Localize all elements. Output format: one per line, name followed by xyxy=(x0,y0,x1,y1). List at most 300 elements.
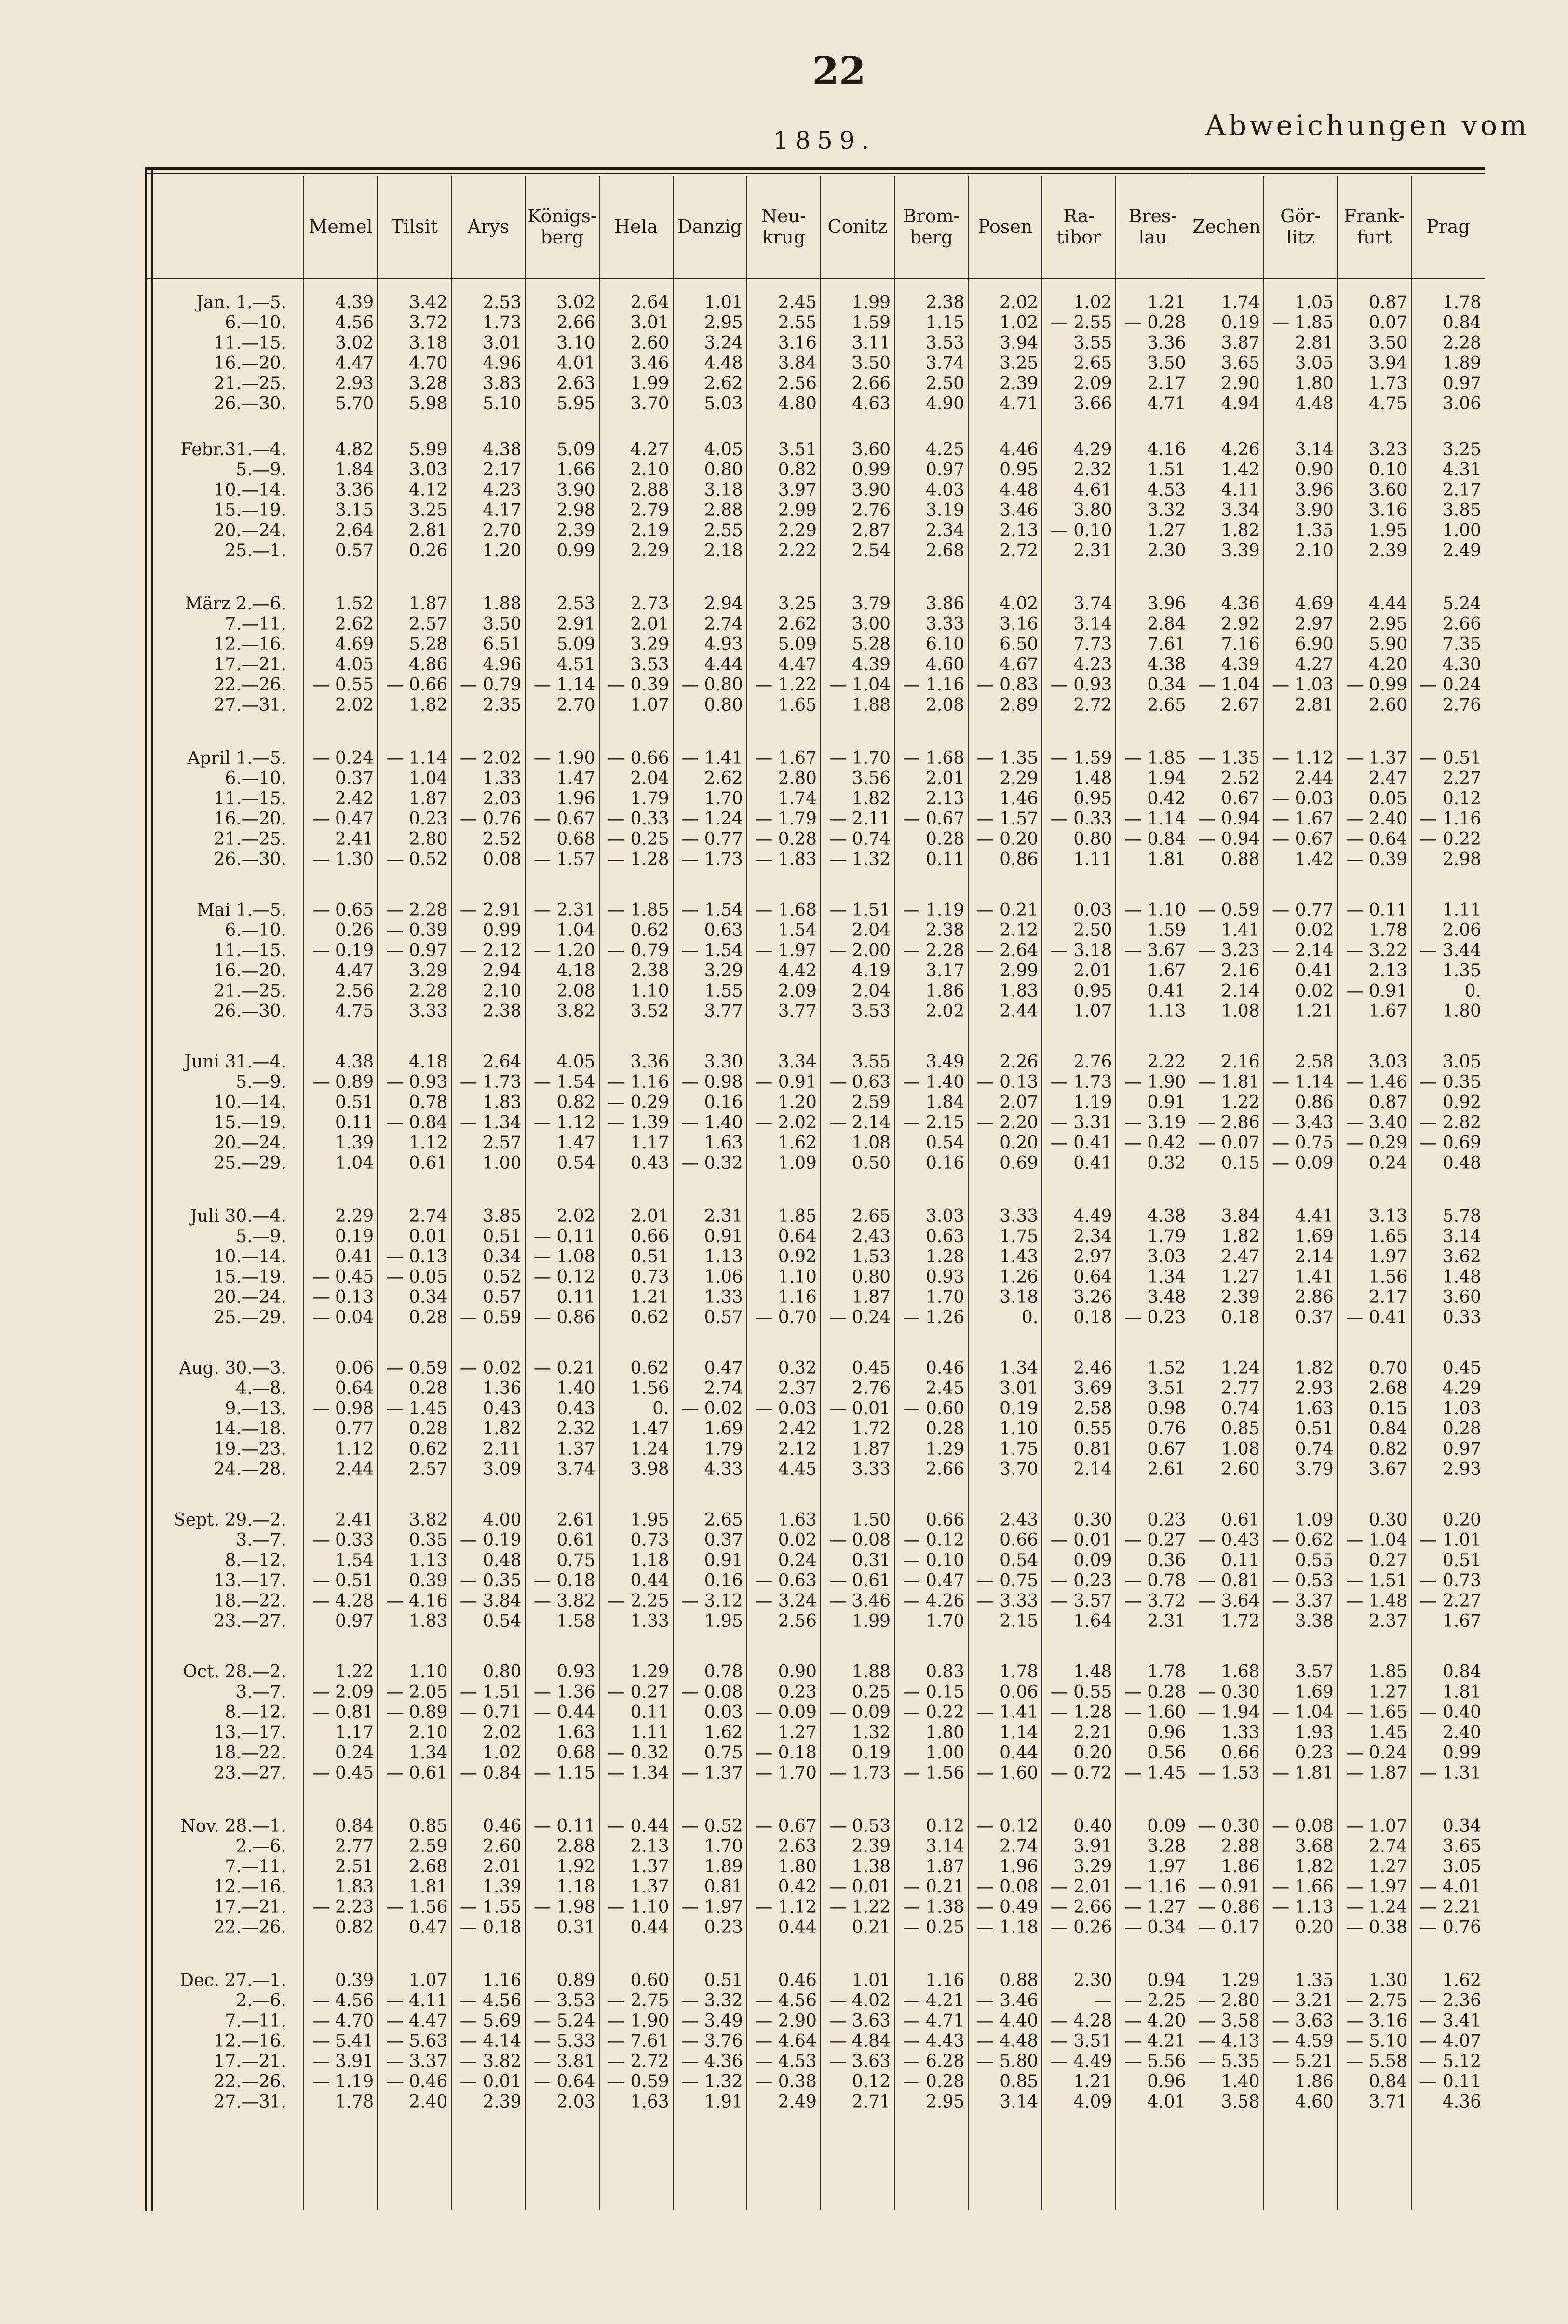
data-cell: — 1.40 xyxy=(681,1113,743,1133)
data-cell: — 1.14 xyxy=(533,675,595,695)
data-cell: 2.03 xyxy=(483,789,522,809)
data-cell: — 1.36 xyxy=(533,1682,595,1702)
data-cell: 2.70 xyxy=(483,521,522,540)
data-cell: — 1.85 xyxy=(1272,313,1334,333)
data-cell: — 2.36 xyxy=(1419,1991,1481,2011)
data-cell: — 0.12 xyxy=(533,1267,595,1287)
row-label: 13.—17. xyxy=(214,1723,286,1743)
data-cell: — 2.91 xyxy=(460,900,522,920)
data-cell: 1.82 xyxy=(1295,1358,1334,1378)
data-cell: 2.03 xyxy=(556,2092,595,2112)
data-cell: — 0.46 xyxy=(386,2072,448,2092)
data-cell: — 2.12 xyxy=(460,941,522,960)
data-cell: 1.21 xyxy=(1147,293,1186,312)
data-cell: 2.61 xyxy=(556,1510,595,1530)
data-cell: — 0.63 xyxy=(755,1571,817,1591)
data-cell: 3.55 xyxy=(1073,333,1112,353)
data-cell: — 4.70 xyxy=(312,2011,374,2031)
data-cell: — 0.91 xyxy=(755,1072,817,1092)
data-cell: 0.97 xyxy=(1442,1439,1481,1459)
data-cell: 1.20 xyxy=(778,1093,817,1112)
data-cell: 4.80 xyxy=(778,394,817,414)
data-cell: 1.52 xyxy=(1147,1358,1186,1378)
data-cell: 0.31 xyxy=(852,1551,891,1570)
data-cell: — 4.40 xyxy=(976,2011,1039,2031)
data-cell: 2.93 xyxy=(1295,1378,1334,1398)
data-cell: 0.82 xyxy=(335,1918,374,1937)
data-cell: 0.74 xyxy=(1295,1439,1334,1459)
data-cell: — 1.45 xyxy=(386,1399,448,1419)
data-cell: 1.78 xyxy=(1000,1662,1039,1682)
data-cell: — 0.08 xyxy=(976,1877,1039,1897)
data-cell: — 0.30 xyxy=(1198,1816,1260,1836)
data-cell: 1.34 xyxy=(409,1743,448,1763)
data-cell: 7.16 xyxy=(1221,635,1260,654)
data-cell: 0.66 xyxy=(925,1510,965,1530)
data-cell: 2.94 xyxy=(704,594,743,614)
data-cell: — 4.11 xyxy=(386,1991,448,2011)
data-cell: — 4.56 xyxy=(460,1991,522,2011)
data-cell: 2.17 xyxy=(1147,374,1186,393)
data-cell: 0.18 xyxy=(1221,1308,1260,1327)
data-cell: 3.29 xyxy=(704,961,743,981)
data-cell: — 0.55 xyxy=(312,675,374,695)
data-cell: — 0.08 xyxy=(681,1682,743,1702)
data-cell: 3.60 xyxy=(852,440,891,459)
data-cell: — 1.14 xyxy=(1272,1072,1334,1092)
data-cell: 2.07 xyxy=(1000,1093,1039,1112)
data-cell: 0.87 xyxy=(1368,1093,1407,1112)
data-cell: 0.99 xyxy=(556,541,595,561)
data-cell: 0.84 xyxy=(1368,2072,1407,2092)
data-cell: 0.88 xyxy=(1221,850,1260,869)
data-cell: 1.69 xyxy=(1295,1682,1334,1702)
data-cell: 2.09 xyxy=(778,981,817,1001)
data-cell: — 3.37 xyxy=(386,2052,448,2071)
data-cell: — 1.28 xyxy=(1050,1702,1112,1722)
data-cell: 1.97 xyxy=(1147,1857,1186,1877)
data-cell: — 0.24 xyxy=(312,748,374,768)
data-cell: 1.83 xyxy=(1000,981,1039,1001)
data-cell: 4.31 xyxy=(1442,460,1481,480)
data-cell: 4.00 xyxy=(483,1510,522,1530)
column-header: Brom- berg xyxy=(903,205,960,248)
data-cell: 2.74 xyxy=(704,614,743,634)
data-cell: 1.30 xyxy=(1368,1971,1407,1990)
data-cell: — 4.21 xyxy=(1124,2031,1186,2051)
data-cell: 2.62 xyxy=(704,374,743,393)
data-cell: — 0.73 xyxy=(1419,1571,1481,1591)
data-cell: 0.54 xyxy=(1000,1551,1039,1570)
data-cell: 1.83 xyxy=(483,1093,522,1112)
data-cell: 2.13 xyxy=(1368,961,1407,981)
data-cell: — 0.74 xyxy=(829,829,891,849)
data-cell: 0.75 xyxy=(556,1551,595,1570)
row-label: 5.—9. xyxy=(236,460,286,480)
data-cell: 1.82 xyxy=(1221,1227,1260,1246)
row-label: 20.—24. xyxy=(214,1133,286,1153)
data-cell: 3.14 xyxy=(1073,614,1112,634)
data-cell: 0.60 xyxy=(630,1971,669,1990)
data-cell: 2.65 xyxy=(704,1510,743,1530)
data-cell: 0.81 xyxy=(1073,1439,1112,1459)
data-cell: 2.49 xyxy=(1442,541,1481,561)
data-cell: — 3.46 xyxy=(976,1991,1039,2011)
data-cell: — 0.79 xyxy=(460,675,522,695)
data-cell: — 1.07 xyxy=(1346,1816,1407,1836)
data-cell: — 3.76 xyxy=(681,2031,743,2051)
row-label: Juli 30.—4. xyxy=(190,1206,286,1226)
data-cell: 1.87 xyxy=(925,1857,965,1877)
data-cell: 3.55 xyxy=(852,1052,891,1072)
data-cell: 2.70 xyxy=(556,695,595,715)
data-cell: — 0.25 xyxy=(608,829,669,849)
data-cell: 2.44 xyxy=(335,1459,374,1479)
data-cell: — 0.89 xyxy=(312,1072,374,1092)
data-cell: 2.31 xyxy=(704,1206,743,1226)
data-cell: — 0.13 xyxy=(386,1247,448,1267)
data-cell: — 0.01 xyxy=(829,1399,891,1419)
data-cell: 0.34 xyxy=(1147,675,1186,695)
data-cell: 2.95 xyxy=(704,313,743,333)
data-cell: 4.93 xyxy=(704,635,743,654)
data-cell: 2.64 xyxy=(630,293,669,312)
data-cell: 1.27 xyxy=(1368,1682,1407,1702)
data-cell: — 0.09 xyxy=(829,1702,891,1722)
data-cell: 1.86 xyxy=(1221,1857,1260,1877)
data-cell: — 0.41 xyxy=(1050,1133,1112,1153)
data-cell: — 3.63 xyxy=(1272,2011,1334,2031)
data-cell: 0.11 xyxy=(335,1113,374,1133)
data-cell: 1.48 xyxy=(1442,1267,1481,1287)
data-cell: 0.03 xyxy=(1073,900,1112,920)
data-cell: 0.02 xyxy=(1295,920,1334,940)
data-cell: 1.87 xyxy=(409,789,448,809)
data-cell: 0.12 xyxy=(852,2072,891,2092)
data-cell: 3.82 xyxy=(409,1510,448,1530)
data-cell: — 3.33 xyxy=(976,1591,1039,1611)
data-cell: 3.50 xyxy=(483,614,522,634)
data-cell: 2.43 xyxy=(1000,1510,1039,1530)
data-cell: 4.86 xyxy=(409,655,448,675)
data-cell: 3.42 xyxy=(409,293,448,312)
data-cell: 2.93 xyxy=(1442,1459,1481,1479)
data-cell: 4.11 xyxy=(1221,480,1260,500)
data-cell: 1.53 xyxy=(852,1247,891,1267)
data-cell: — 2.31 xyxy=(533,900,595,920)
data-cell: — 4.20 xyxy=(1124,2011,1186,2031)
data-cell: 1.94 xyxy=(1147,769,1186,788)
data-cell: 1.43 xyxy=(1000,1247,1039,1267)
data-cell: — 4.64 xyxy=(755,2031,817,2051)
data-cell: — 0.08 xyxy=(829,1530,891,1550)
data-cell: 2.02 xyxy=(925,1001,965,1021)
data-cell: — 0.94 xyxy=(1198,809,1260,829)
row-label: 12.—16. xyxy=(214,2031,286,2051)
data-cell: — 1.66 xyxy=(1272,1877,1334,1897)
data-cell: — 0.44 xyxy=(533,1702,595,1722)
data-cell: 3.70 xyxy=(630,394,669,414)
data-cell: 4.71 xyxy=(1147,394,1186,414)
data-cell: 3.19 xyxy=(925,500,965,520)
row-label: 20.—24. xyxy=(214,1287,286,1307)
data-cell: 1.70 xyxy=(704,789,743,809)
data-cell: — 0.86 xyxy=(1198,1897,1260,1917)
data-cell: 0.84 xyxy=(1442,1662,1481,1682)
data-cell: — 3.23 xyxy=(1198,941,1260,960)
data-cell: 2.12 xyxy=(1000,920,1039,940)
data-cell: 3.70 xyxy=(1000,1459,1039,1479)
row-label: 8.—12. xyxy=(225,1551,286,1570)
data-cell: — 1.54 xyxy=(681,900,743,920)
data-cell: 2.10 xyxy=(409,1723,448,1743)
data-cell: 0.67 xyxy=(1221,789,1260,809)
data-cell: — 3.21 xyxy=(1272,1991,1334,2011)
data-cell: — 1.26 xyxy=(903,1308,965,1327)
data-cell: 2.17 xyxy=(483,460,522,480)
data-cell: 1.08 xyxy=(852,1133,891,1153)
data-cell: — 0.13 xyxy=(312,1287,374,1307)
data-cell: 3.49 xyxy=(925,1052,965,1072)
data-cell: 1.06 xyxy=(704,1267,743,1287)
data-cell: 1.00 xyxy=(925,1743,965,1763)
data-cell: 1.96 xyxy=(1000,1857,1039,1877)
data-cell: 1.70 xyxy=(925,1611,965,1631)
data-cell: 1.50 xyxy=(852,1510,891,1530)
data-cell: 2.67 xyxy=(1221,695,1260,715)
data-cell: 1.15 xyxy=(925,313,965,333)
data-cell: 2.04 xyxy=(630,769,669,788)
data-cell: 2.65 xyxy=(1147,695,1186,715)
data-cell: 0.62 xyxy=(630,920,669,940)
data-cell: 3.25 xyxy=(409,500,448,520)
column-header: Danzig xyxy=(677,216,743,237)
data-cell: — 3.43 xyxy=(1272,1113,1334,1133)
data-cell: 3.14 xyxy=(1000,2092,1039,2112)
data-cell: 0.02 xyxy=(1295,981,1334,1001)
data-cell: 0.80 xyxy=(1073,829,1112,849)
data-cell: 2.01 xyxy=(483,1857,522,1877)
data-cell: — 0.01 xyxy=(1050,1530,1112,1550)
data-cell: — 0.60 xyxy=(903,1399,965,1419)
data-cell: 4.16 xyxy=(1147,440,1186,459)
data-cell: — 0.41 xyxy=(1346,1308,1407,1327)
column-header: Zechen xyxy=(1192,216,1261,237)
data-cell: 3.94 xyxy=(1368,353,1407,373)
data-cell: 2.51 xyxy=(335,1857,374,1877)
data-cell: 3.53 xyxy=(852,1001,891,1021)
data-cell: 1.81 xyxy=(1442,1682,1481,1702)
data-cell: 0.43 xyxy=(556,1399,595,1419)
data-cell: 0.12 xyxy=(925,1816,965,1836)
data-cell: 0.80 xyxy=(852,1267,891,1287)
data-cell: 1.01 xyxy=(704,293,743,312)
data-cell: — 1.31 xyxy=(1419,1763,1481,1783)
data-cell: 1.32 xyxy=(852,1723,891,1743)
data-cell: 1.85 xyxy=(1368,1662,1407,1682)
data-cell: — 1.04 xyxy=(1272,1702,1334,1722)
data-cell: 1.14 xyxy=(1000,1723,1039,1743)
row-label: 3.—7. xyxy=(236,1682,286,1702)
data-cell: 0.48 xyxy=(1442,1153,1481,1173)
data-cell: — 1.13 xyxy=(1272,1897,1334,1917)
data-cell: 2.95 xyxy=(1368,614,1407,634)
data-cell: 2.38 xyxy=(925,293,965,312)
data-cell: — 1.08 xyxy=(533,1247,595,1267)
column-header: Tilsit xyxy=(391,216,438,237)
data-cell: 3.79 xyxy=(1295,1459,1334,1479)
data-cell: 0.28 xyxy=(925,1419,965,1439)
data-cell: — 2.80 xyxy=(1198,1991,1260,2011)
data-cell: 0.36 xyxy=(1147,1551,1186,1570)
data-cell: 0.19 xyxy=(1221,313,1260,333)
row-label: 6.—10. xyxy=(225,769,286,788)
data-cell: 0.97 xyxy=(335,1611,374,1631)
data-cell: 0.82 xyxy=(1368,1439,1407,1459)
data-cell: — 0.01 xyxy=(829,1877,891,1897)
data-cell: — 3.18 xyxy=(1050,941,1112,960)
data-cell: 0.46 xyxy=(483,1816,522,1836)
data-cell: — 1.18 xyxy=(976,1918,1039,1937)
data-cell: 0.74 xyxy=(1221,1399,1260,1419)
data-cell: 0.86 xyxy=(1000,850,1039,869)
data-cell: — 0.98 xyxy=(681,1072,743,1092)
data-cell: — 0.02 xyxy=(460,1358,522,1378)
data-cell: 4.48 xyxy=(1000,480,1039,500)
data-cell: 3.14 xyxy=(1442,1227,1481,1246)
data-cell: — 0.21 xyxy=(903,1877,965,1897)
data-cell: 2.57 xyxy=(409,1459,448,1479)
data-cell: 0. xyxy=(1021,1308,1039,1327)
data-cell: 2.56 xyxy=(778,374,817,393)
data-cell: 0.15 xyxy=(1221,1153,1260,1173)
data-cell: — 0.52 xyxy=(386,850,448,869)
data-cell: 3.13 xyxy=(1368,1206,1407,1226)
data-cell: 2.68 xyxy=(409,1857,448,1877)
data-cell: 2.59 xyxy=(852,1093,891,1112)
data-cell: 1.41 xyxy=(1295,1267,1334,1287)
data-cell: — 2.00 xyxy=(829,941,891,960)
data-cell: 2.37 xyxy=(1368,1611,1407,1631)
data-cell: 4.27 xyxy=(1295,655,1334,675)
data-cell: 0.82 xyxy=(556,1093,595,1112)
data-cell: 0.23 xyxy=(1147,1510,1186,1530)
data-cell: — 1.68 xyxy=(903,748,965,768)
data-cell: — 2.05 xyxy=(386,1682,448,1702)
data-cell: 2.72 xyxy=(1073,695,1112,715)
data-cell: — 1.24 xyxy=(1346,1897,1407,1917)
data-cell: 3.53 xyxy=(630,655,669,675)
data-cell: — 3.82 xyxy=(533,1591,595,1611)
data-cell: — 0.29 xyxy=(1346,1133,1407,1153)
data-cell: 1.79 xyxy=(704,1439,743,1459)
data-cell: 3.05 xyxy=(1295,353,1334,373)
data-cell: 2.60 xyxy=(630,333,669,353)
data-cell: 1.02 xyxy=(1073,293,1112,312)
data-cell: — 0.80 xyxy=(681,675,743,695)
row-label: 10.—14. xyxy=(214,1247,286,1267)
data-cell: — 0.59 xyxy=(1198,900,1260,920)
data-cell: 2.80 xyxy=(409,829,448,849)
data-cell: — 1.73 xyxy=(1050,1072,1112,1092)
data-cell: 0.09 xyxy=(1147,1816,1186,1836)
data-cell: 0.99 xyxy=(1442,1743,1481,1763)
data-cell: — 3.24 xyxy=(755,1591,817,1611)
data-cell: 1.45 xyxy=(1368,1723,1407,1743)
data-cell: 1.17 xyxy=(630,1133,669,1153)
data-cell: — 0.03 xyxy=(755,1399,817,1419)
data-cell: 1.22 xyxy=(1221,1093,1260,1112)
data-cell: 0.69 xyxy=(1000,1153,1039,1173)
data-cell: — 0.77 xyxy=(1272,900,1334,920)
data-cell: 0.64 xyxy=(778,1227,817,1246)
column-header: Bres- lau xyxy=(1128,205,1177,248)
data-cell: 2.22 xyxy=(778,541,817,561)
data-cell: — 2.90 xyxy=(755,2011,817,2031)
data-cell: 2.52 xyxy=(483,829,522,849)
data-cell: 0.86 xyxy=(1295,1093,1334,1112)
data-cell: 1.12 xyxy=(335,1439,374,1459)
data-cell: 2.40 xyxy=(1442,1723,1481,1743)
data-cell: — 1.10 xyxy=(1124,900,1186,920)
data-cell: — 0.33 xyxy=(608,809,669,829)
data-cell: 1.34 xyxy=(1000,1358,1039,1378)
data-cell: 3.46 xyxy=(630,353,669,373)
data-cell: 3.97 xyxy=(778,480,817,500)
data-cell: 1.88 xyxy=(483,594,522,614)
data-cell: 1.10 xyxy=(778,1267,817,1287)
data-cell: — 1.54 xyxy=(681,941,743,960)
data-cell: 0.62 xyxy=(630,1308,669,1327)
data-cell: 2.50 xyxy=(1073,920,1112,940)
data-cell: 1.07 xyxy=(1073,1001,1112,1021)
data-cell: 1.07 xyxy=(630,695,669,715)
data-cell: 3.53 xyxy=(925,333,965,353)
data-cell: 1.35 xyxy=(1442,961,1481,981)
data-cell: 5.09 xyxy=(778,635,817,654)
data-cell: 1.74 xyxy=(1221,293,1260,312)
data-cell: — 2.25 xyxy=(608,1591,669,1611)
data-cell: 0.02 xyxy=(778,1530,817,1550)
data-cell: 2.39 xyxy=(852,1837,891,1856)
data-cell: — 0.27 xyxy=(608,1682,669,1702)
data-cell: 4.05 xyxy=(704,440,743,459)
data-cell: 0.94 xyxy=(1147,1971,1186,1990)
data-cell: 0.80 xyxy=(704,695,743,715)
data-cell: — 0.65 xyxy=(312,900,374,920)
data-cell: 4.42 xyxy=(778,961,817,981)
data-cell: — 0.22 xyxy=(1419,829,1481,849)
data-cell: 2.64 xyxy=(335,521,374,540)
data-cell: 2.59 xyxy=(409,1837,448,1856)
data-cell: — 3.40 xyxy=(1346,1113,1407,1133)
data-cell: 0.84 xyxy=(1442,313,1481,333)
data-cell: 4.38 xyxy=(1147,1206,1186,1226)
data-cell: 1.84 xyxy=(335,460,374,480)
data-cell: — 0.04 xyxy=(312,1308,374,1327)
data-cell: — 1.57 xyxy=(533,850,595,869)
data-cell: 2.58 xyxy=(1295,1052,1334,1072)
data-cell: 0.70 xyxy=(1368,1358,1407,1378)
data-cell: 2.92 xyxy=(1221,614,1260,634)
data-cell: — 1.79 xyxy=(755,809,817,829)
data-cell: — 1.67 xyxy=(755,748,817,768)
data-cell: 2.39 xyxy=(1368,541,1407,561)
data-cell: — 0.45 xyxy=(312,1267,374,1287)
data-cell: — 0.23 xyxy=(1050,1571,1112,1591)
data-cell: 0.92 xyxy=(1442,1093,1481,1112)
data-cell: 3.05 xyxy=(1442,1857,1481,1877)
